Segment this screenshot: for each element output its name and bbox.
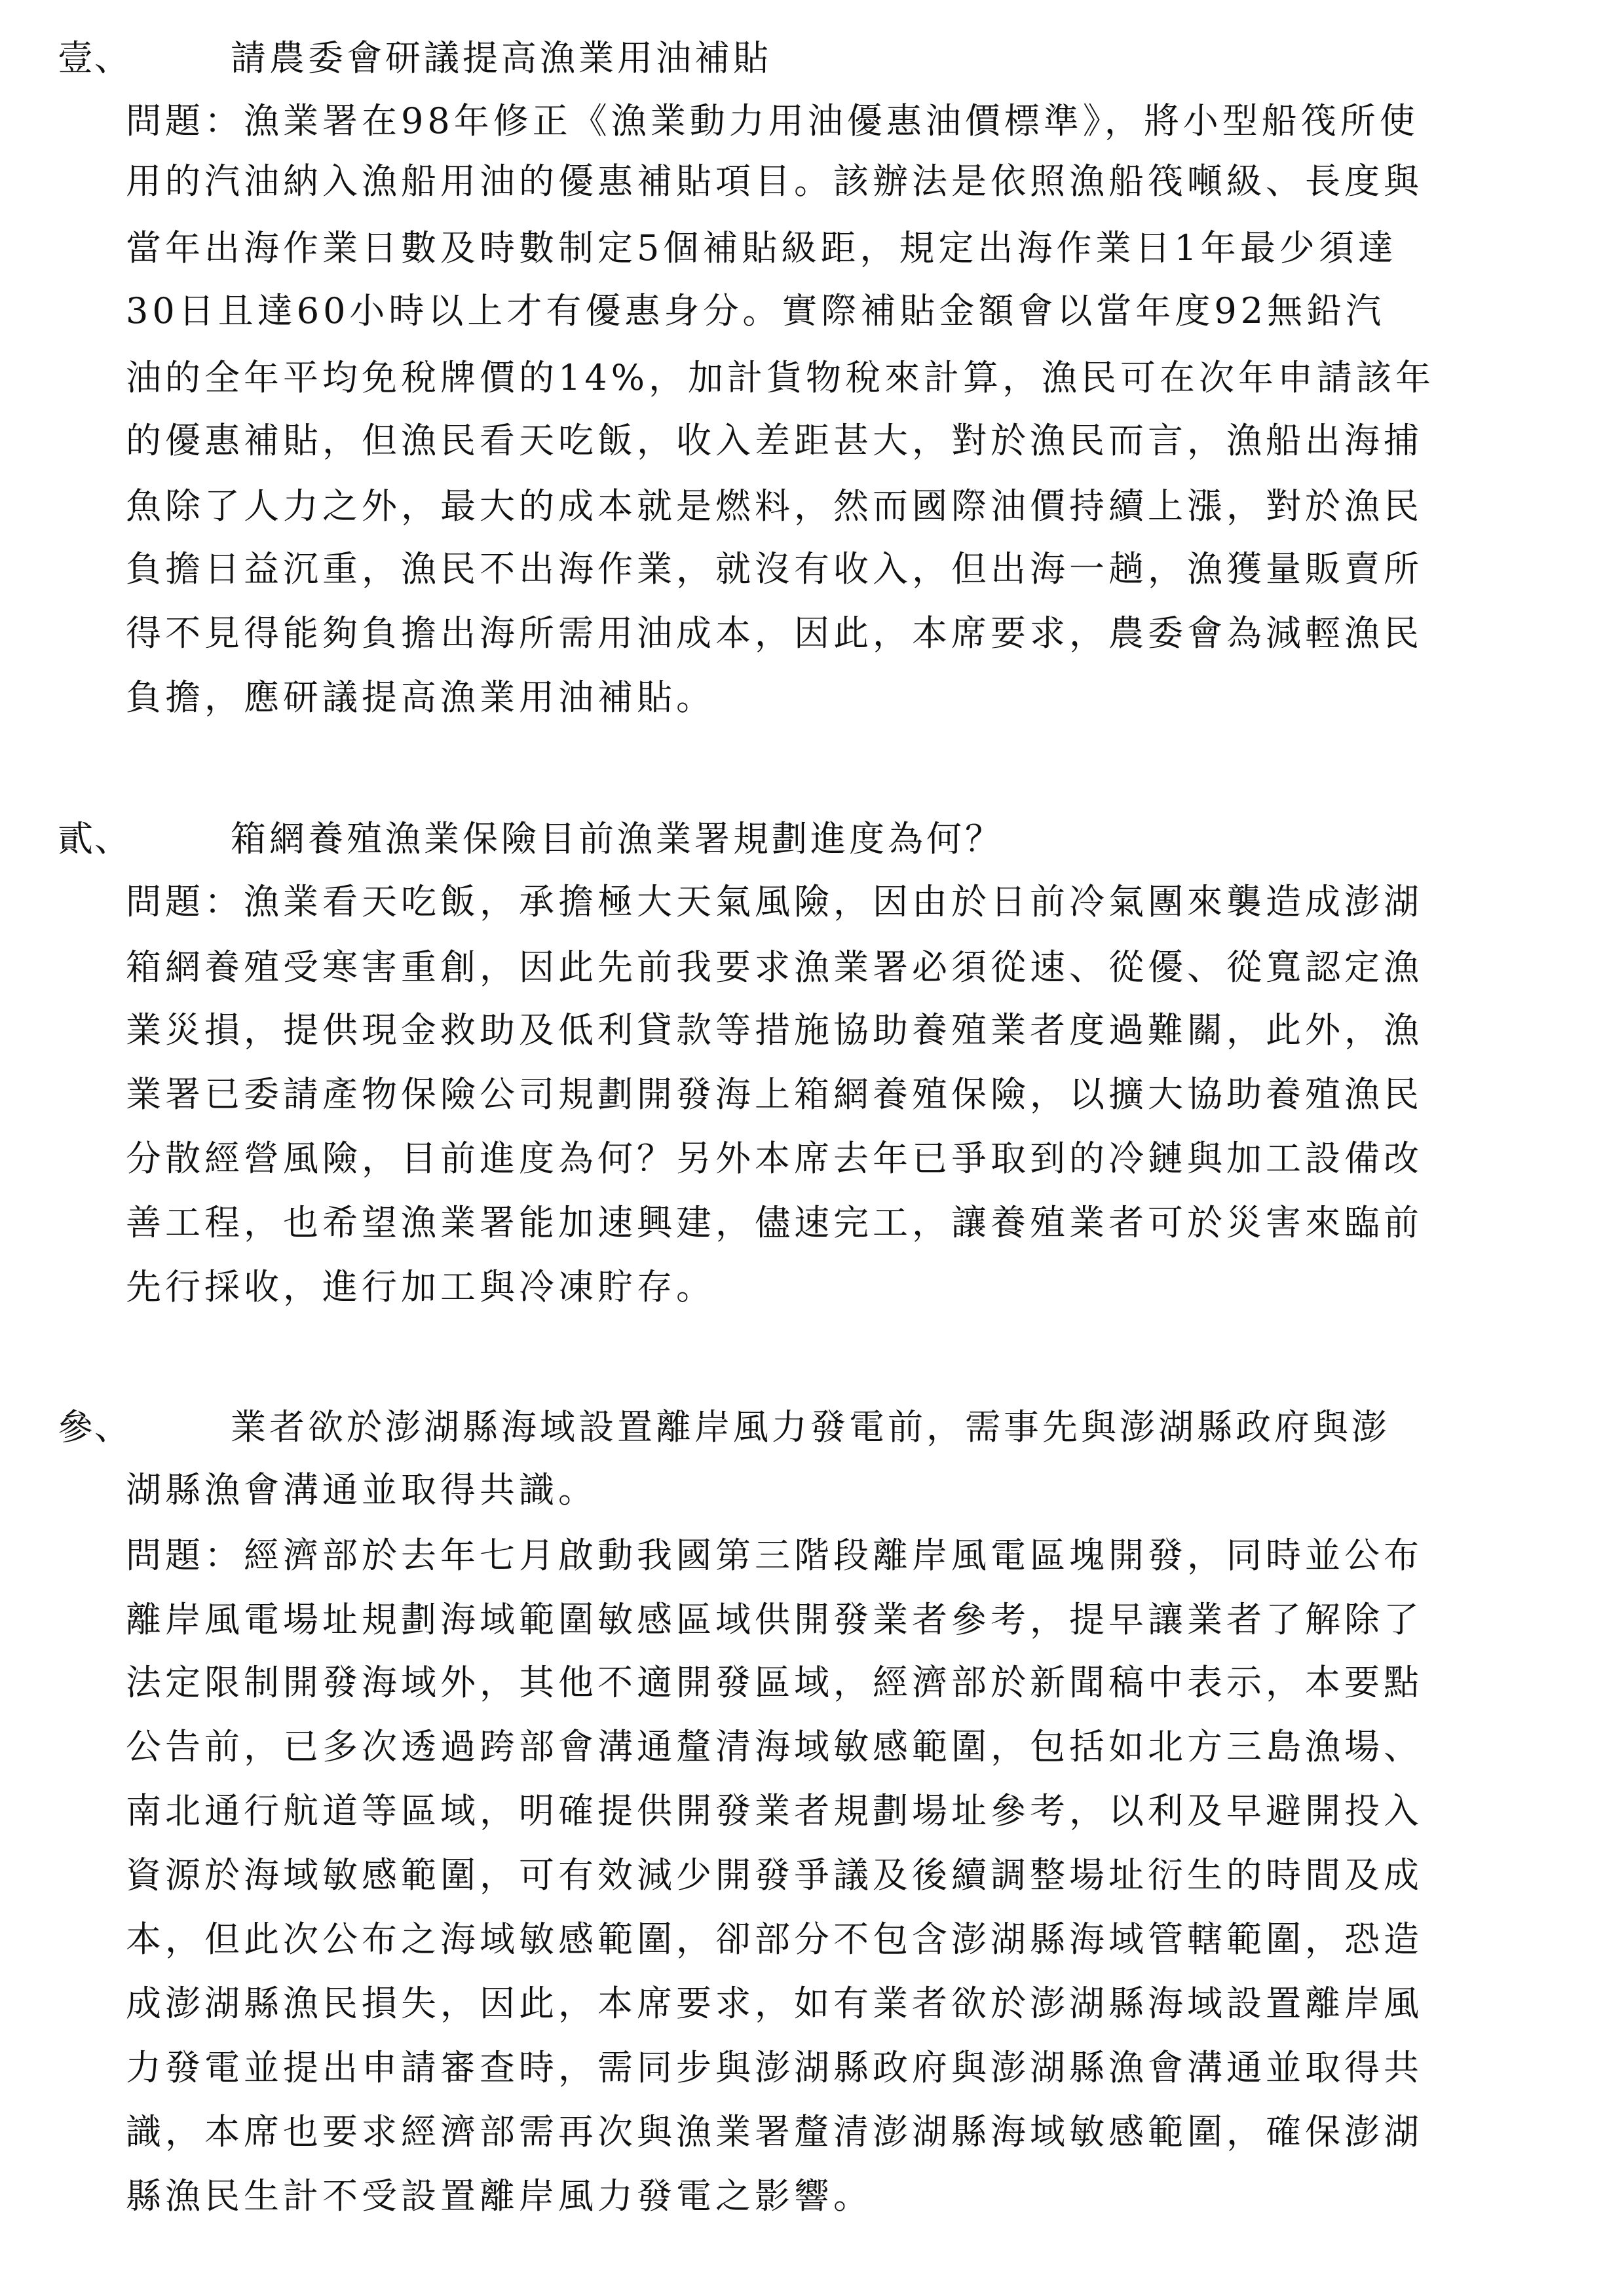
section-3-body-line: 本，但此次公布之海域敏感範圍，卻部分不包含澎湖縣海域管轄範圍，恐造	[126, 1919, 1423, 1960]
section-3-body-line: 南北通行航道等區域，明確提供開發業者規劃場址參考，以利及早避開投入	[126, 1790, 1423, 1831]
section-2-body-line: 業災損，提供現金救助及低利貸款等措施協助養殖業者度過難關，此外，漁	[126, 1009, 1423, 1051]
section-1-body-line: 的優惠補貼，但漁民看天吃飯，收入差距甚大，對於漁民而言，漁船出海捕	[126, 420, 1423, 461]
section-1-title: 請農委會研議提高漁業用油補貼	[231, 37, 772, 79]
section-3-body-line: 縣漁民生計不受設置離岸風力發電之影響。	[126, 2175, 873, 2217]
section-1-body-line: 用的汽油納入漁船用油的優惠補貼項目。該辦法是依照漁船筏噸級、長度與	[126, 160, 1423, 202]
section-1-number: 壹、	[58, 37, 131, 79]
section-3-title-continuation: 湖縣漁會溝通並取得共識。	[126, 1469, 597, 1510]
section-3-body-line: 成澎湖縣漁民損失，因此，本席要求，如有業者欲於澎湖縣海域設置離岸風	[126, 1983, 1423, 2024]
section-3-body-line: 問題：經濟部於去年七月啟動我國第三階段離岸風電區塊開發，同時並公布	[126, 1535, 1423, 1576]
section-3-body-line: 公告前，已多次透過跨部會溝通釐清海域敏感範圍，包括如北方三島漁場、	[126, 1726, 1423, 1767]
section-3-body-line: 力發電並提出申請審查時，需同步與澎湖縣政府與澎湖縣漁會溝通並取得共	[126, 2047, 1423, 2088]
section-3-body-line: 法定限制開發海域外，其他不適開發區域，經濟部於新聞稿中表示，本要點	[126, 1662, 1423, 1703]
section-3-title: 業者欲於澎湖縣海域設置離岸風力發電前，需事先與澎湖縣政府與澎	[231, 1406, 1390, 1448]
section-2-body-line: 業署已委請產物保險公司規劃開發海上箱網養殖保險，以擴大協助養殖漁民	[126, 1074, 1423, 1115]
section-1-body-line: 得不見得能夠負擔出海所需用油成本，因此，本席要求，農委會為減輕漁民	[126, 612, 1423, 654]
section-1-body-line: 30日且達60小時以上才有優惠身分。實際補貼金額會以當年度92無鉛汽	[126, 290, 1386, 331]
section-2-body-line: 箱網養殖受寒害重創，因此先前我要求漁業署必須從速、從優、從寬認定漁	[126, 947, 1423, 988]
section-2-title: 箱網養殖漁業保險目前漁業署規劃進度為何？	[231, 818, 1004, 859]
section-2-body-line: 善工程，也希望漁業署能加速興建，儘速完工，讓養殖業者可於災害來臨前	[126, 1202, 1423, 1243]
section-1-body-line: 負擔日益沉重，漁民不出海作業，就沒有收入，但出海一趟，漁獲量販賣所	[126, 548, 1423, 590]
section-2-body-line: 先行採收，進行加工與冷凍貯存。	[126, 1266, 715, 1307]
section-1-body-line: 問題：漁業署在98年修正《漁業動力用油優惠油價標準》，將小型船筏所使	[126, 100, 1419, 141]
section-2-body-line: 分散經營風險，目前進度為何？另外本席去年已爭取到的冷鏈與加工設備改	[126, 1138, 1423, 1179]
section-1-body-line: 魚除了人力之外，最大的成本就是燃料，然而國際油價持續上漲，對於漁民	[126, 485, 1423, 527]
section-1-body-line: 當年出海作業日數及時數制定5個補貼級距，規定出海作業日1年最少須達	[126, 227, 1397, 269]
section-3-body-line: 識，本席也要求經濟部需再次與漁業署釐清澎湖縣海域敏感範圍，確保澎湖	[126, 2111, 1423, 2152]
section-1-body-line: 油的全年平均免稅牌價的14%，加計貨物稅來計算，漁民可在次年申請該年	[126, 357, 1435, 398]
section-2-body-line: 問題：漁業看天吃飯，承擔極大天氣風險，因由於日前冷氣團來襲造成澎湖	[126, 881, 1423, 922]
section-1-body-line: 負擔，應研議提高漁業用油補貼。	[126, 677, 715, 718]
section-3-body-line: 資源於海域敏感範圍，可有效減少開發爭議及後續調整場址衍生的時間及成	[126, 1854, 1423, 1896]
section-2-number: 貳、	[58, 818, 131, 859]
section-3-number: 參、	[58, 1406, 131, 1448]
section-3-body-line: 離岸風電場址規劃海域範圍敏感區域供開發業者參考，提早讓業者了解除了	[126, 1599, 1423, 1640]
